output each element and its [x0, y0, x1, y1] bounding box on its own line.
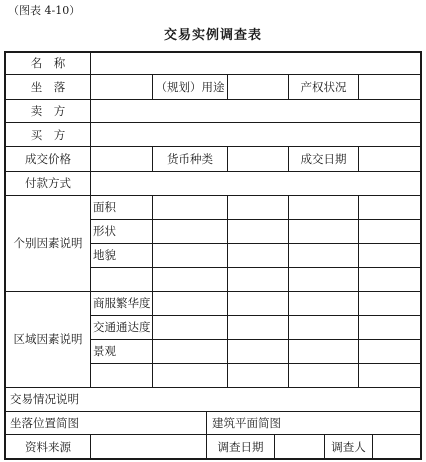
label-data-source: 资料来源 [25, 440, 71, 454]
row-line [4, 434, 422, 435]
grid-line [358, 195, 359, 387]
label-buyer: 买 方 [30, 128, 66, 142]
row-line [4, 411, 422, 412]
label-property-status: 产权状况 [300, 80, 347, 94]
cell-line [206, 411, 207, 434]
grid-line [227, 195, 228, 387]
label-price: 成交价格 [25, 152, 71, 166]
row-line [4, 122, 422, 123]
regional-item: 景观 [93, 344, 116, 358]
cell-line [358, 146, 359, 171]
label-planned-use: （规划）用途 [155, 80, 225, 94]
label-individual-factors: 个别因素说明 [13, 236, 83, 250]
grid-line [288, 195, 289, 387]
table-border-bottom [4, 458, 422, 460]
grid-line [152, 195, 153, 387]
form-title: 交易实例调查表 [163, 28, 262, 43]
label-currency: 货币种类 [167, 152, 213, 166]
sub-row-line [90, 315, 422, 316]
individual-item: 形状 [93, 224, 116, 238]
row-line [4, 387, 422, 388]
label-surveyor: 调查人 [331, 440, 366, 454]
label-deal-date: 成交日期 [300, 152, 347, 166]
label-name: 名 称 [30, 56, 66, 70]
row-line [4, 99, 422, 100]
regional-item: 交通通达度 [93, 320, 151, 334]
row-line [4, 146, 422, 147]
regional-item: 商服繁华度 [93, 296, 151, 310]
label-transaction: 交易情况说明 [10, 392, 79, 406]
figure-caption: （图表 4-10） [8, 4, 81, 17]
cell-line [358, 74, 359, 99]
individual-item: 地貌 [93, 248, 116, 262]
row-line [4, 74, 422, 75]
row-line [4, 291, 422, 292]
cell-line [274, 434, 275, 458]
label-column-line [90, 434, 91, 458]
label-payment: 付款方式 [25, 176, 71, 190]
label-column-line [90, 51, 91, 387]
label-building-plan: 建筑平面简图 [212, 416, 281, 430]
table-border-top [4, 51, 422, 53]
label-seller: 卖 方 [30, 104, 66, 118]
cell-line [227, 74, 228, 99]
sub-row-line [90, 339, 422, 340]
row-line [4, 171, 422, 172]
sub-row-line [90, 219, 422, 220]
label-location: 坐 落 [30, 80, 66, 94]
label-survey-date: 调查日期 [217, 440, 264, 454]
cell-line [227, 146, 228, 171]
individual-item: 面积 [93, 200, 116, 214]
table-border-right [420, 51, 422, 460]
sub-row-line [90, 363, 422, 364]
sub-row-line [90, 243, 422, 244]
label-regional-factors: 区域因素说明 [13, 332, 83, 346]
label-location-sketch: 坐落位置简图 [10, 416, 79, 430]
cell-line [372, 434, 373, 458]
row-line [4, 195, 422, 196]
sub-row-line [90, 267, 422, 268]
